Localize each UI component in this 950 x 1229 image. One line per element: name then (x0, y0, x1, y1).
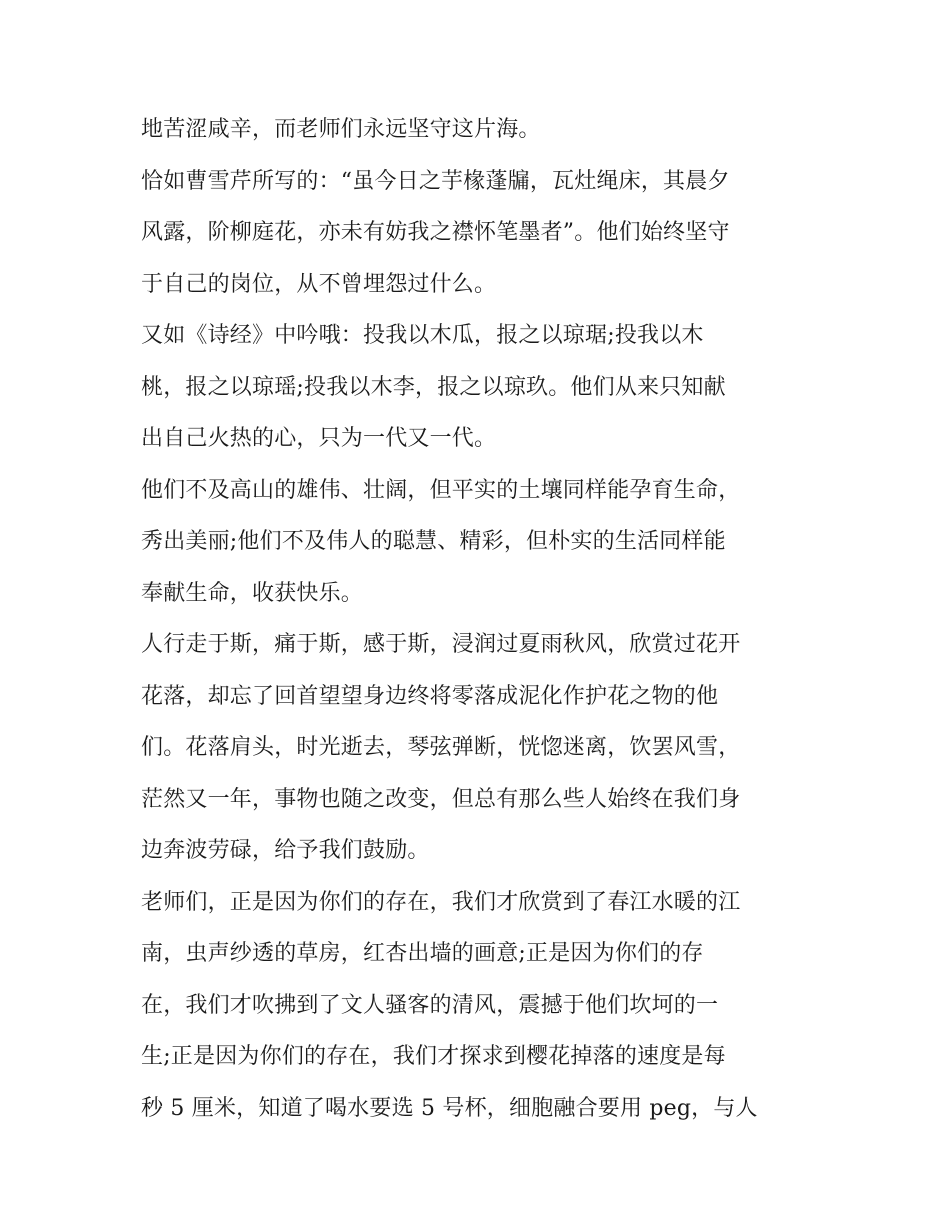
text-line: 又如《诗经》中吟哦：投我以木瓜，报之以琼琚;投我以木 (141, 323, 704, 348)
text-line: 在，我们才吹拂到了文人骚客的清风，震撼于他们坎坷的一 (141, 992, 719, 1018)
text-line: 地苦涩咸辛，而老师们永远坚守这片海。 (141, 117, 541, 142)
text-line: 边奔波劳碌，给予我们鼓励。 (141, 838, 430, 863)
text-line: 人行走于斯，痛于斯，感于斯，浸润过夏雨秋风，欣赏过花开 (141, 632, 741, 657)
text-line: 花落，却忘了回首望望身边终将零落成泥化作护花之物的他 (141, 683, 719, 709)
text-line: 风露，阶柳庭花，亦未有妨我之襟怀笔墨者”。他们始终坚守 (141, 220, 730, 245)
text-line: 老师们，正是因为你们的存在，我们才欣赏到了春江水暖的江 (141, 889, 741, 915)
text-line: 南，虫声纱透的草房，红杏出墙的画意;正是因为你们的存 (141, 941, 704, 966)
body-text (141, 111, 821, 1141)
text-line: 秒 5 厘米，知道了喝水要选 5 号杯，细胞融合要用 peg，与人 (141, 1095, 758, 1121)
text-line: 生;正是因为你们的存在，我们才探求到樱花掉落的速度是每 (141, 1044, 726, 1069)
text-line: 们。花落肩头，时光逝去，琴弦弹断，恍惚迷离，饮罢风雪， (141, 735, 741, 760)
text-line: 茫然又一年，事物也随之改变，但总有那么些人始终在我们身 (141, 786, 741, 812)
text-line: 于自己的岗位，从不曾埋怨过什么。 (141, 271, 497, 297)
text-line: 秀出美丽;他们不及伟人的聪慧、精彩，但朴实的生活同样能 (141, 529, 726, 554)
text-line: 他们不及高山的雄伟、壮阔，但平实的土壤同样能孕育生命， (141, 477, 741, 503)
text-line: 奉献生命，收获快乐。 (141, 580, 364, 606)
text-line: 桃，报之以琼瑶;投我以木李，报之以琼玖。他们从来只知献 (141, 374, 726, 400)
text-line: 出自己火热的心，只为一代又一代。 (141, 426, 497, 451)
text-line: 恰如曹雪芹所写的：“虽今日之芋椽蓬牖，瓦灶绳床，其晨夕 (141, 168, 730, 194)
